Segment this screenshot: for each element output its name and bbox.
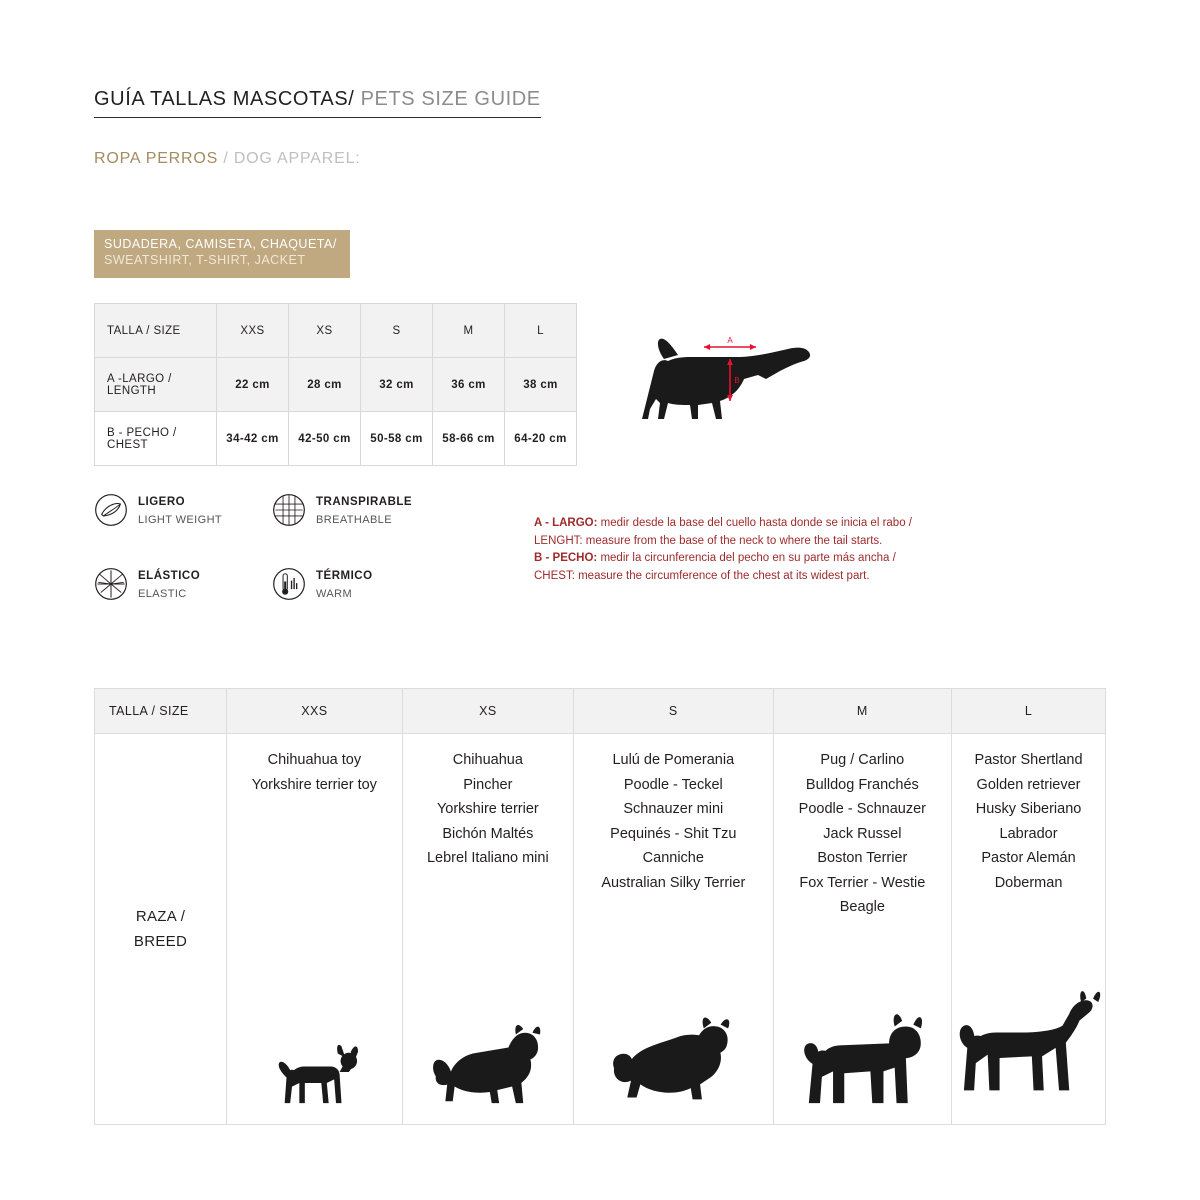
- breed-name: Chihuahua toy: [267, 752, 362, 768]
- breed-cell-s: [574, 734, 774, 1125]
- breed-row-label: [95, 734, 227, 1125]
- chest-xs: 42-50 cm: [289, 412, 361, 466]
- breed-header-l: L: [952, 689, 1106, 734]
- breed-cell-xs: [402, 734, 573, 1125]
- chest-m: 58-66 cm: [433, 412, 505, 466]
- length-xxs: 22 cm: [217, 358, 289, 412]
- feature-label-en: BREATHABLE: [316, 514, 392, 526]
- garment-type-banner: [94, 230, 350, 278]
- page-title: [94, 88, 541, 118]
- breed-name: Bichón Maltés: [442, 825, 534, 842]
- note-chest-text: medir la circunferencia del pecho en su parte más ancha /: [597, 552, 896, 564]
- breed-size-table: [94, 688, 1106, 1125]
- breed-name: Canniche: [642, 850, 704, 866]
- feature-breathable: [272, 492, 412, 528]
- page-subtitle-es: ROPA PERROS: [94, 150, 219, 167]
- breed-name: Fox Terrier - Westie: [799, 874, 926, 891]
- feature-label-en: LIGHT WEIGHT: [138, 514, 223, 526]
- dog-measurement-diagram: [630, 325, 860, 455]
- feature-warm: [272, 566, 373, 602]
- breed-name: Poodle - Teckel: [623, 776, 723, 793]
- breed-name: Doberman: [994, 874, 1063, 891]
- breed-names-l: [958, 748, 1099, 895]
- chihuahua-silhouette: [227, 1026, 402, 1118]
- garment-type-es: SUDADERA, CAMISETA, CHAQUETA/: [104, 237, 337, 251]
- table-row: [95, 412, 577, 466]
- breed-name: Pastor Shertland: [974, 752, 1083, 768]
- size-table-header-m: M: [433, 304, 505, 358]
- breed-name: Labrador: [999, 825, 1058, 842]
- measurement-notes: [534, 515, 964, 585]
- note-length-text: medir desde la base del cuello hasta donde se inicia el rabo /: [597, 517, 912, 529]
- table-header-row: [95, 304, 577, 358]
- spitz-silhouette: [574, 1006, 773, 1118]
- size-table-header-label: TALLA / SIZE: [95, 304, 217, 358]
- breed-row-label-line1: RAZA /: [135, 908, 186, 925]
- note-length-en: LENGHT: measure from the base of the neck to where the tail starts.: [534, 534, 883, 547]
- elastic-icon: [94, 567, 128, 601]
- breed-names-xxs: [233, 748, 396, 797]
- note-length: [534, 515, 964, 533]
- breed-name: Pequinés - Shit Tzu: [610, 825, 737, 842]
- table-row: [95, 358, 577, 412]
- breed-cell-m: [773, 734, 951, 1125]
- page-title-en: PETS SIZE GUIDE: [354, 88, 541, 110]
- breed-name: Beagle: [839, 899, 885, 915]
- size-table-header-l: L: [505, 304, 577, 358]
- breed-name: Bulldog Franchés: [805, 776, 919, 793]
- breed-name: Yorkshire terrier: [436, 801, 539, 817]
- size-table-header-xs: XS: [289, 304, 361, 358]
- breed-names-m: [780, 748, 945, 920]
- garment-type-en: SWEATSHIRT, T-SHIRT, JACKET: [104, 253, 306, 267]
- feature-elastic: [94, 566, 200, 602]
- feature-text: [316, 492, 412, 528]
- chest-s: 50-58 cm: [361, 412, 433, 466]
- breed-header-m: M: [773, 689, 951, 734]
- breed-header-s: S: [574, 689, 774, 734]
- breed-name: Chihuahua: [452, 752, 523, 768]
- feature-label-en: ELASTIC: [138, 588, 187, 600]
- breed-header-xxs: XXS: [227, 689, 403, 734]
- feature-light-weight: [94, 492, 222, 528]
- size-measurements-table: [94, 303, 577, 466]
- breed-name: Schnauzer mini: [623, 801, 724, 817]
- size-table-header-s: S: [361, 304, 433, 358]
- breed-name: Yorkshire terrier toy: [251, 776, 377, 793]
- breed-name: Pastor Alemán: [981, 850, 1076, 866]
- breed-cell-l: [952, 734, 1106, 1125]
- breed-row-label-line2: BREED: [133, 933, 188, 950]
- feather-icon: [94, 493, 128, 527]
- breed-name: Lebrel Italiano mini: [426, 850, 549, 866]
- chest-l: 64-20 cm: [505, 412, 577, 466]
- breed-name: Jack Russel: [823, 825, 902, 842]
- length-l: 38 cm: [505, 358, 577, 412]
- breed-name: Poodle - Schnauzer: [798, 801, 927, 817]
- breed-table-row: [95, 734, 1106, 1125]
- breed-name: Pug / Carlino: [820, 752, 905, 768]
- breed-name: Lulú de Pomerania: [612, 752, 735, 768]
- feature-text: [316, 566, 373, 602]
- diagram-label-b: B: [734, 376, 740, 385]
- feature-text: [138, 492, 222, 528]
- length-s: 32 cm: [361, 358, 433, 412]
- pomeranian-small-silhouette: [403, 1016, 573, 1118]
- bulldog-silhouette: [774, 1006, 951, 1118]
- page-subtitle: [94, 150, 361, 168]
- length-xs: 28 cm: [289, 358, 361, 412]
- note-chest: [534, 550, 964, 568]
- row-label-length: A -LARGO / LENGTH: [95, 358, 217, 412]
- mesh-icon: [272, 493, 306, 527]
- breed-names-s: [580, 748, 767, 895]
- breed-names-xs: [409, 748, 567, 871]
- feature-label-en: WARM: [316, 588, 353, 600]
- row-label-chest: B - PECHO / CHEST: [95, 412, 217, 466]
- feature-label-es: TRANSPIRABLE: [316, 496, 413, 508]
- page-subtitle-en: / DOG APPAREL:: [218, 150, 361, 167]
- breed-name: Pincher: [463, 776, 513, 793]
- breed-cell-xxs: [227, 734, 403, 1125]
- breed-name: Husky Siberiano: [975, 801, 1082, 817]
- breed-table-header-row: [95, 689, 1106, 734]
- note-length-title: A - LARGO:: [534, 517, 598, 529]
- breed-header-label: TALLA / SIZE: [95, 689, 227, 734]
- feature-text: [138, 566, 200, 602]
- page-title-es: GUÍA TALLAS MASCOTAS/: [94, 88, 355, 110]
- feature-label-es: TÉRMICO: [316, 570, 373, 582]
- breed-name: Australian Silky Terrier: [601, 874, 746, 891]
- breed-name: Golden retriever: [976, 776, 1081, 793]
- feature-label-es: ELÁSTICO: [138, 570, 201, 582]
- diagram-label-a: A: [727, 336, 733, 345]
- breed-header-xs: XS: [402, 689, 573, 734]
- feature-label-es: LIGERO: [138, 496, 186, 508]
- note-chest-title: B - PECHO:: [534, 552, 598, 564]
- size-table-header-xxs: XXS: [217, 304, 289, 358]
- note-chest-en: CHEST: measure the circumference of the chest at its widest part.: [534, 569, 870, 582]
- length-m: 36 cm: [433, 358, 505, 412]
- thermometer-icon: [272, 567, 306, 601]
- doberman-silhouette: [952, 976, 1105, 1118]
- chest-xxs: 34-42 cm: [217, 412, 289, 466]
- breed-name: Boston Terrier: [817, 850, 908, 866]
